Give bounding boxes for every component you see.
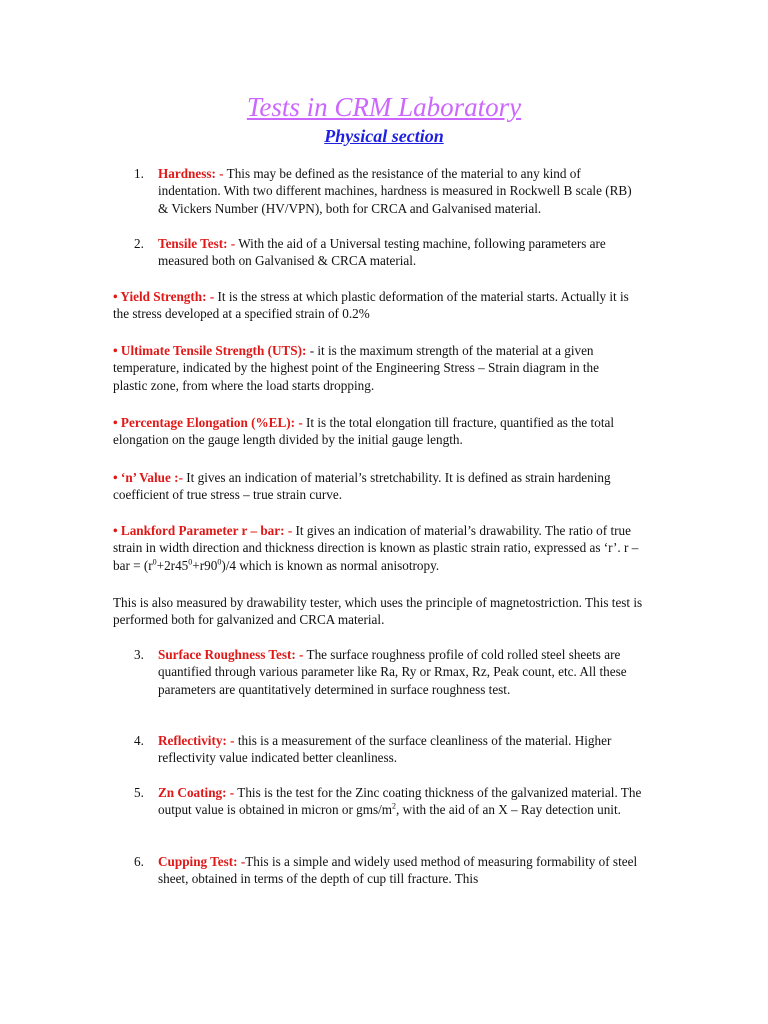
item-term: Hardness: -: [158, 166, 224, 181]
bullet-term: Percentage Elongation (%EL): -: [117, 415, 303, 430]
list-item: [134, 646, 638, 698]
bullet-text: +2r45: [156, 557, 189, 573]
list-item: [134, 732, 638, 767]
item-text: This is the test for the Zinc coating thickness of the galvanized material. The output value is obtained in micron or gms/m: [158, 785, 642, 818]
item-number: 1.: [134, 166, 144, 181]
bullet-icon: •: [113, 289, 118, 304]
list-item: [134, 784, 658, 819]
bullet-icon: •: [113, 415, 118, 430]
bullet-text: It gives an indication of material’s stretchability. It is defined as strain hardening coefficient of true stress – true strain curve.: [113, 470, 611, 503]
bullet-item: [113, 469, 638, 504]
superscript: 0: [188, 557, 193, 567]
bullet-item: [113, 414, 643, 449]
bullet-text: +r90: [192, 557, 218, 573]
bullet-term: Yield Strength: -: [117, 289, 215, 304]
bullet-term: Lankford Parameter r – bar: -: [117, 523, 293, 538]
paragraph: This is also measured by drawability tester, which uses the principle of magnetostriction. This test is performed both for galvanized and CRCA material.: [113, 595, 643, 628]
item-term: Tensile Test: -: [158, 236, 236, 251]
bullet-item: [113, 342, 633, 394]
item-text: This is a simple and widely used method of measuring formability of steel sheet, obtained in terms of the depth of cup till fracture. This: [158, 854, 638, 887]
item-text: , with the aid of an X – Ray detection unit.: [396, 802, 621, 818]
superscript: 0: [152, 557, 157, 567]
bullet-term: ‘n’ Value :-: [117, 470, 183, 485]
superscript: 0: [217, 557, 222, 567]
item-term: Cupping Test: -: [158, 854, 246, 869]
bullet-icon: •: [113, 343, 118, 358]
bullet-text: It is the stress at which plastic deformation of the material starts. Actually it is the stress developed at a specified strain of 0.2%: [113, 289, 629, 322]
bullet-icon: •: [113, 523, 118, 538]
bullet-text: It is the total elongation till fracture, quantified as the total elongation on the gauge length divided by the initial gauge length.: [113, 415, 614, 448]
item-text: This may be defined as the resistance of the material to any kind of indentation. With two different machines, hardness is measured in Rockwell B scale (RB) & Vickers Number (HV/VPN), both for CRCA and Galvanised material.: [158, 166, 632, 216]
page-title: Tests in CRM Laboratory: [246, 92, 522, 122]
list-item: [134, 235, 658, 270]
bullet-icon: •: [113, 470, 118, 485]
bullet-text: )/4 which is known as normal anisotropy.: [221, 557, 440, 573]
item-text: this is a measurement of the surface cleanliness of the material. Higher reflectivity value indicated better cleanliness.: [158, 733, 612, 766]
item-number: 6.: [134, 854, 144, 869]
section-subtitle: Physical section: [324, 126, 444, 146]
bullet-text: It gives an indication of material’s drawability. The ratio of true strain in width direction and thickness direction is known as plastic strain ratio, expressed as ‘r’. r – bar = (r: [113, 523, 639, 573]
superscript: 2: [392, 802, 397, 812]
bullet-item: [113, 522, 643, 574]
item-term: Zn Coating: -: [158, 785, 235, 800]
list-item: [134, 853, 658, 888]
list-item: [134, 165, 638, 217]
bullet-text: - it is the maximum strength of the material at a given temperature, indicated by the highest point of the Engineering Stress – Strain diagram in the plastic zone, from where the load starts dropping.: [113, 343, 599, 393]
item-number: 5.: [134, 785, 144, 800]
item-number: 4.: [134, 733, 144, 748]
bullet-term: Ultimate Tensile Strength (UTS):: [117, 343, 307, 358]
item-term: Surface Roughness Test: -: [158, 647, 304, 662]
bullet-item: [113, 288, 638, 323]
item-term: Reflectivity: -: [158, 733, 235, 748]
item-text: The surface roughness profile of cold rolled steel sheets are quantified through various parameter like Ra, Ry or Rmax, Rz, Peak count, etc. All these parameters are quantitatively determined in surface roughness test.: [158, 647, 627, 697]
item-text: With the aid of a Universal testing machine, following parameters are measured both on Galvanised & CRCA material.: [158, 236, 606, 269]
item-number: 2.: [134, 236, 144, 251]
item-number: 3.: [134, 647, 144, 662]
